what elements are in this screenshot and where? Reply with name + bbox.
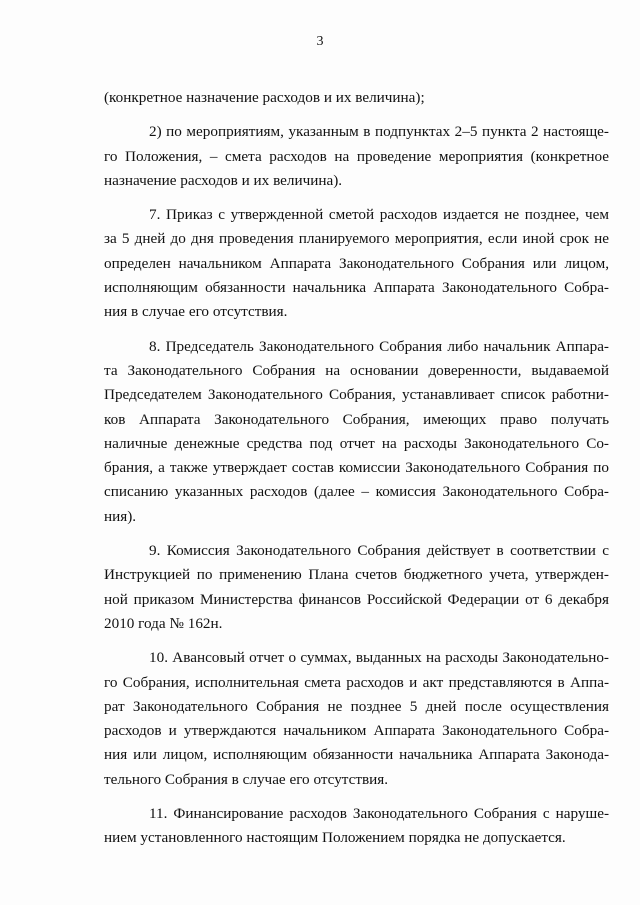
page-number: 3 xyxy=(316,34,324,49)
text-line: 8. Председатель Законодательного Собрания либо начальник Аппара- xyxy=(149,337,609,355)
text-line: Инструкцией по применению Плана счетов бюджетного учета, утвержден- xyxy=(104,566,609,584)
text-line: 9. Комиссия Законодательного Собрания действует в соответствии с xyxy=(149,542,609,560)
text-line: исполняющим обязанности начальника Аппарата Законодательного Собра- xyxy=(104,279,609,297)
document-body xyxy=(104,86,609,851)
text-line: ния). xyxy=(104,507,137,525)
text-line: 7. Приказ с утвержденной сметой расходов издается не позднее, чем xyxy=(149,206,609,224)
text-line: 10. Авансовый отчет о суммах, выданных на расходы Законодательно- xyxy=(149,649,609,667)
text-line: брания, а также утверждает состав комиссии Законодательного Собрания по xyxy=(104,459,609,477)
paragraph-11 xyxy=(104,802,609,851)
text-line: 11. Финансирование расходов Законодательного Собрания с наруше- xyxy=(149,805,609,823)
text-line: ния в случае его отсутствия. xyxy=(104,303,288,321)
paragraph-9 xyxy=(104,539,609,636)
paragraph-subitem-2 xyxy=(104,120,609,193)
paragraph-10 xyxy=(104,646,609,792)
text-line: ной приказом Министерства финансов Российской Федерации от 6 декабря xyxy=(104,590,609,608)
text-line: назначение расходов и их величина). xyxy=(104,171,343,189)
text-line: рат Законодательного Собрания не позднее 5 дней после осуществления xyxy=(104,697,609,715)
text-line: тельного Собрания в случае его отсутствия. xyxy=(104,770,389,788)
text-line: расходов и утверждаются начальником Аппарата Законодательного Собра- xyxy=(104,722,609,740)
paragraph-7 xyxy=(104,203,609,324)
text-line: определен начальником Аппарата Законодательного Собрания или лицом, xyxy=(104,254,609,272)
text-line: списанию указанных расходов (далее – комиссия Законодательного Собра- xyxy=(104,483,609,501)
text-line: та Законодательного Собрания на основании доверенности, выдаваемой xyxy=(104,361,609,379)
text-line: нием установленного настоящим Положением порядка не допускается. xyxy=(104,829,566,847)
text-line: ков Аппарата Законодательного Собрания, имеющих право получать xyxy=(104,410,609,428)
text-line: ния или лицом, исполняющим обязанности начальника Аппарата Законода- xyxy=(104,746,609,764)
text-line: 2010 года № 162н. xyxy=(104,614,223,632)
text-line: Председателем Законодательного Собрания, устанавливает список работни- xyxy=(104,386,609,404)
paragraph-continuation xyxy=(104,86,609,110)
text-line: (конкретное назначение расходов и их величина); xyxy=(104,89,425,106)
text-line: наличные денежные средства под отчет на расходы Законодательного Со- xyxy=(104,434,609,452)
text-line: го Положения, – смета расходов на проведение мероприятия (конкретное xyxy=(104,147,609,165)
text-line: за 5 дней до дня проведения планируемого мероприятия, если иной срок не xyxy=(104,230,609,248)
text-line: 2) по мероприятиям, указанным в подпунктах 2–5 пункта 2 настояще- xyxy=(149,123,609,141)
paragraph-8 xyxy=(104,335,609,529)
text-line: го Собрания, исполнительная смета расходов и акт представляются в Аппа- xyxy=(104,673,609,691)
